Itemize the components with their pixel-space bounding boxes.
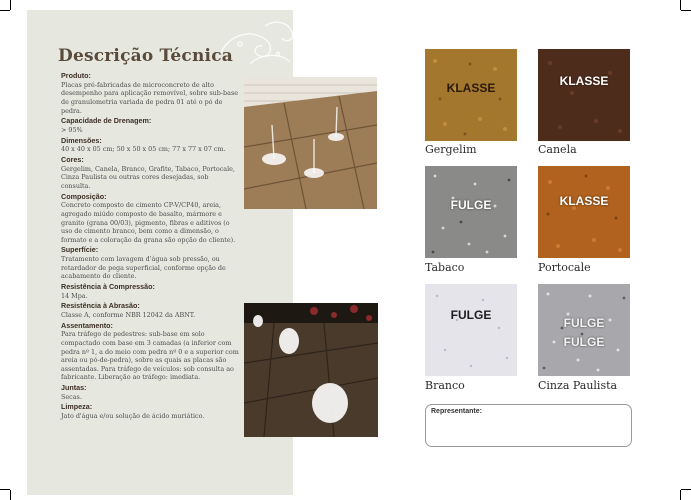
swatch-portocale	[538, 166, 630, 258]
spec-text: 14 Mpa.	[61, 291, 88, 300]
crop-mark	[681, 489, 691, 490]
texture-branco	[425, 284, 517, 376]
swatch-name: Gergelim	[425, 143, 477, 156]
spec-label: Dimensões:	[61, 135, 102, 145]
crop-mark	[681, 10, 691, 11]
finish-label: FULGE	[450, 308, 492, 322]
texture-portocale	[538, 166, 630, 258]
finish-label: FULGE	[450, 198, 492, 212]
crop-mark	[680, 0, 681, 10]
crop-mark	[680, 490, 681, 500]
spec-text: Classe A, conforme NBR 12042 da ABNT.	[61, 311, 196, 320]
spec-assentamento	[61, 322, 239, 382]
crop-mark	[0, 10, 10, 11]
swatch-cinza-paulista	[538, 284, 630, 376]
swatch-name: Tabaco	[425, 261, 465, 274]
spec-label: Juntas:	[61, 383, 87, 393]
page-title: Descrição Técnica	[58, 46, 233, 66]
spec-superficie	[61, 246, 239, 281]
spec-label: Assentamento:	[61, 320, 113, 330]
swatch-canela	[538, 49, 630, 141]
swatch-name: Canela	[538, 143, 577, 156]
crop-mark	[0, 489, 10, 490]
swatch-name: Portocale	[538, 261, 591, 274]
spec-text: > 95%	[61, 125, 83, 134]
spec-label: Limpeza:	[61, 402, 93, 412]
spec-label: Capacidade de Drenagem:	[61, 116, 152, 126]
finish-label: FULGE	[563, 316, 605, 330]
swatch-name: Branco	[425, 379, 465, 392]
spec-text: Placas pré-fabricadas de microconcreto de alto desempenho para aplicação removível, sobre sub-base de granulometria variada de pedra 01 até o pó de pedra.	[61, 80, 239, 115]
spec-label: Produto:	[61, 71, 91, 80]
spec-label: Cores:	[61, 154, 84, 164]
spec-label: Resistência à Abrasão:	[61, 301, 140, 311]
spec-produto	[61, 72, 239, 115]
spec-label: Superfície:	[61, 245, 99, 255]
texture-cinza-paulista	[538, 284, 630, 376]
texture-gergelim	[425, 49, 517, 141]
spec-juntas	[61, 384, 239, 401]
spec-cores	[61, 156, 239, 191]
paving-water-photo	[244, 77, 377, 209]
fountain-photo	[244, 303, 378, 437]
spec-text: 40 x 40 x 05 cm; 50 x 50 x 05 cm; 77 x 77 x 07 cm.	[61, 145, 226, 154]
spec-abrasao	[61, 302, 239, 319]
crop-mark	[10, 0, 11, 10]
swatch-branco	[425, 284, 517, 376]
spec-limpeza	[61, 403, 239, 420]
swatch-tabaco	[425, 166, 517, 258]
swatch-gergelim	[425, 49, 517, 141]
representative-box	[425, 404, 632, 447]
spec-text: Secas.	[61, 392, 82, 401]
spec-drenagem	[61, 117, 239, 134]
specs-list	[61, 72, 239, 423]
spec-text: Jato d'água e/ou solução de ácido muriático.	[61, 412, 205, 421]
spec-text: Gergelim, Canela, Branco, Grafite, Tabaco, Portocale, Cinza Paulista ou outras cores desejadas, sob consulta.	[61, 164, 235, 190]
finish-label-secondary: FULGE	[563, 335, 605, 349]
finish-label: KLASSE	[559, 194, 609, 208]
representative-label: Representante:	[431, 408, 482, 415]
swatch-name: Cinza Paulista	[538, 379, 618, 392]
spec-text: Tratamento com lavagem d'água sob pressão, ou retardador de pega superficial, conforme opção de acabamento do cliente.	[61, 255, 226, 281]
finish-label: KLASSE	[446, 81, 496, 95]
finish-label: KLASSE	[559, 74, 609, 88]
crop-mark	[10, 490, 11, 500]
spec-composicao	[61, 193, 239, 245]
spec-dimensoes	[61, 137, 239, 154]
spec-label: Resistência à Compressão:	[61, 281, 155, 291]
spec-compressao	[61, 283, 239, 300]
spec-text: Concreto composto de cimento CP-V/CP40, areia, agregado miúdo composto de basalto, mármore e granito (grana 00/03), pigmento, fibras e aditivos (o uso de cimento branco, bem como a dimensão, o formato e a coloração da grana são opção do cliente).	[61, 201, 236, 244]
spec-label: Composição:	[61, 191, 107, 201]
texture-canela	[538, 49, 630, 141]
spec-text: Para tráfego de pedestres: sub-base em solo compactado com base em 3 camadas (a inferior com pedra nº 1, a do meio com pedra nº 0 e a superior com areia ou pó-de-pedra), sobre as quais as placas são assentadas. Para tráfego de veículos: sob consulta ao fabricante. Liberação ao tráfego: imediata.	[61, 330, 239, 382]
texture-tabaco	[425, 166, 517, 258]
